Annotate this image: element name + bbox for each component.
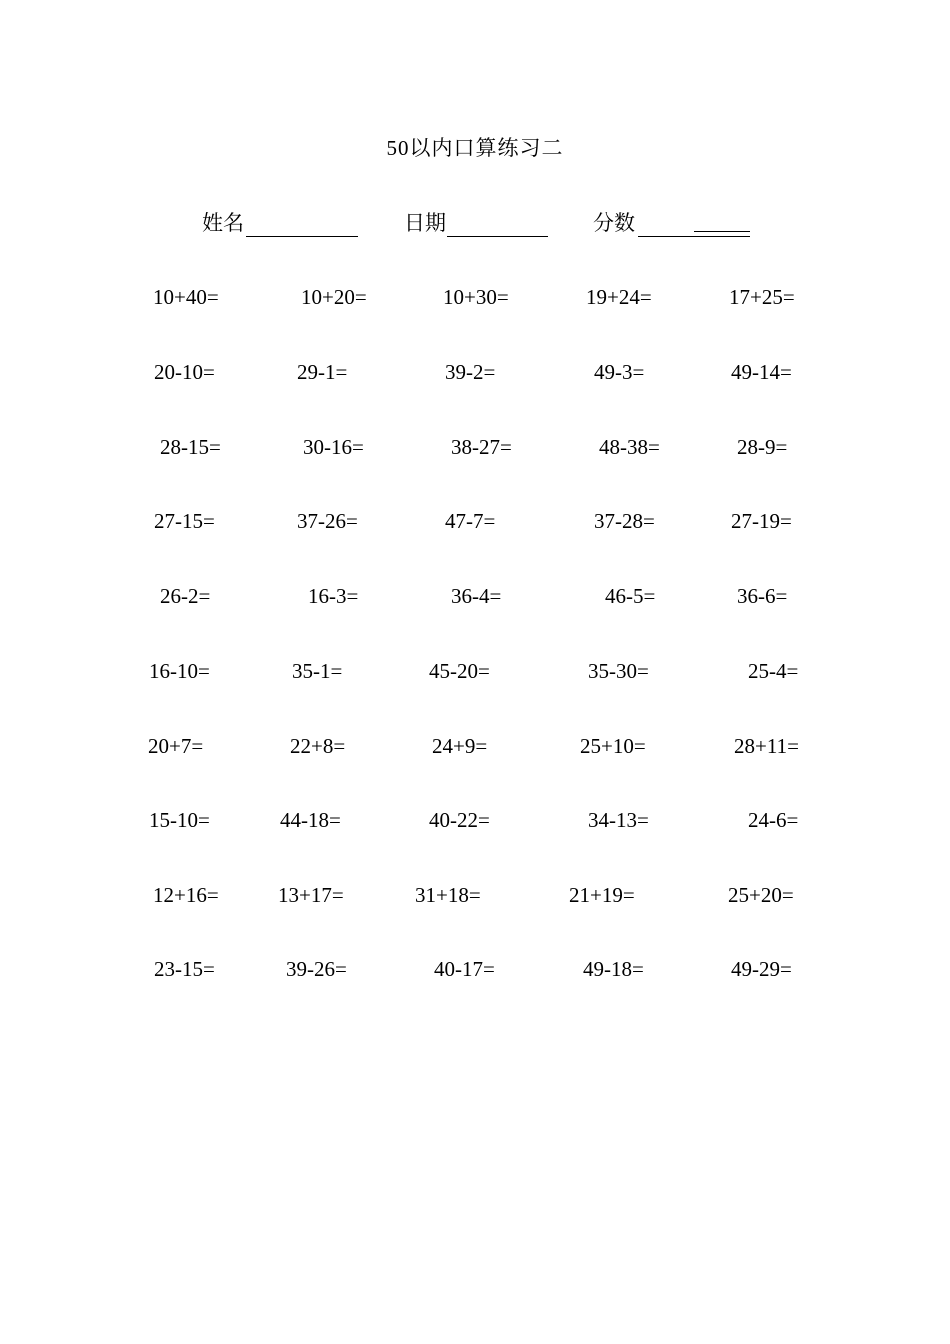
problem: 21+19= <box>569 883 635 907</box>
problem: 39-2= <box>445 360 496 384</box>
problem: 24+9= <box>432 734 488 758</box>
problem: 39-26= <box>286 957 347 981</box>
problem: 16-3= <box>308 584 359 608</box>
date-blank[interactable] <box>447 236 548 237</box>
score-blank[interactable] <box>638 236 750 237</box>
problem: 38-27= <box>451 435 512 459</box>
problem: 27-19= <box>731 509 792 533</box>
problem: 27-15= <box>154 509 215 533</box>
problem: 46-5= <box>605 584 656 608</box>
name-label: 姓名 <box>202 211 244 235</box>
problem: 10+40= <box>153 285 219 309</box>
problem: 48-38= <box>599 435 660 459</box>
problem: 37-26= <box>297 509 358 533</box>
problem: 20-10= <box>154 360 215 384</box>
problem: 19+24= <box>586 285 652 309</box>
problem: 49-3= <box>594 360 645 384</box>
problem: 40-22= <box>429 808 490 832</box>
name-blank[interactable] <box>246 236 358 237</box>
problem: 49-29= <box>731 957 792 981</box>
problem: 36-6= <box>737 584 788 608</box>
score-blank-underline <box>694 231 750 232</box>
problem: 25-4= <box>748 659 799 683</box>
problem: 47-7= <box>445 509 496 533</box>
problem: 31+18= <box>415 883 481 907</box>
problem: 20+7= <box>148 734 204 758</box>
problem: 25+20= <box>728 883 794 907</box>
problem: 35-30= <box>588 659 649 683</box>
problem: 24-6= <box>748 808 799 832</box>
problem: 22+8= <box>290 734 346 758</box>
problem: 45-20= <box>429 659 490 683</box>
problem: 17+25= <box>729 285 795 309</box>
problem: 49-14= <box>731 360 792 384</box>
score-label: 分数 <box>593 211 635 235</box>
problem: 12+16= <box>153 883 219 907</box>
problem: 10+20= <box>301 285 367 309</box>
problem: 15-10= <box>149 808 210 832</box>
problem: 30-16= <box>303 435 364 459</box>
problem: 16-10= <box>149 659 210 683</box>
problem: 28-15= <box>160 435 221 459</box>
problem: 37-28= <box>594 509 655 533</box>
problem: 23-15= <box>154 957 215 981</box>
problem: 35-1= <box>292 659 343 683</box>
problem: 29-1= <box>297 360 348 384</box>
problem: 25+10= <box>580 734 646 758</box>
problem: 44-18= <box>280 808 341 832</box>
problem: 26-2= <box>160 584 211 608</box>
problem: 34-13= <box>588 808 649 832</box>
problem: 28+11= <box>734 734 799 758</box>
problem: 49-18= <box>583 957 644 981</box>
date-label: 日期 <box>404 211 446 235</box>
problem: 36-4= <box>451 584 502 608</box>
problem: 28-9= <box>737 435 788 459</box>
problem: 13+17= <box>278 883 344 907</box>
page-title: 50以内口算练习二 <box>386 136 564 160</box>
problem: 10+30= <box>443 285 509 309</box>
problem: 40-17= <box>434 957 495 981</box>
